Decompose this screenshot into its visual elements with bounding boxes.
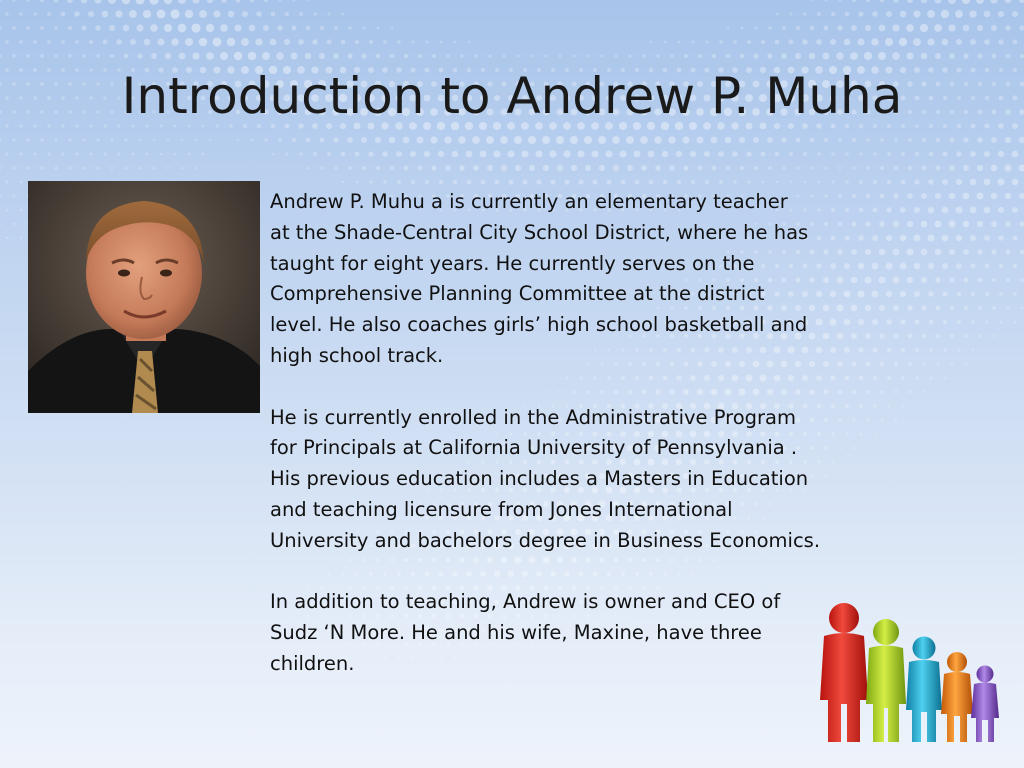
person-figure-red bbox=[820, 603, 868, 742]
biography-paragraph-2: He is currently enrolled in the Administrative Program for Principals at California University of Pennsylvania . His previous education includes a Masters in Education and teaching licensure from Jones International University and bachelors degree in Business Economics. bbox=[270, 405, 821, 552]
people-figures-graphic bbox=[814, 600, 1004, 750]
slide-title: Introduction to Andrew P. Muha bbox=[121, 67, 903, 125]
person-figure-orange bbox=[941, 652, 973, 742]
portrait-photo bbox=[28, 181, 260, 413]
person-figure-purple bbox=[971, 666, 999, 743]
person-figure-yellow-green bbox=[866, 619, 906, 742]
biography-paragraph-1: Andrew P. Muhu a is currently an elementary teacher at the Shade-Central City School District, where he has taught for eight years. He currently serves on the Comprehensive Planning Committee at the district level. He also coaches girls’ high school basketball and high school track. bbox=[270, 190, 809, 367]
biography-paragraph-3: In addition to teaching, Andrew is owner and CEO of Sudz ‘N More. He and his wife, Maxine, have three children. bbox=[270, 590, 781, 675]
person-figure-cyan bbox=[906, 637, 942, 743]
biography-text bbox=[270, 187, 870, 711]
